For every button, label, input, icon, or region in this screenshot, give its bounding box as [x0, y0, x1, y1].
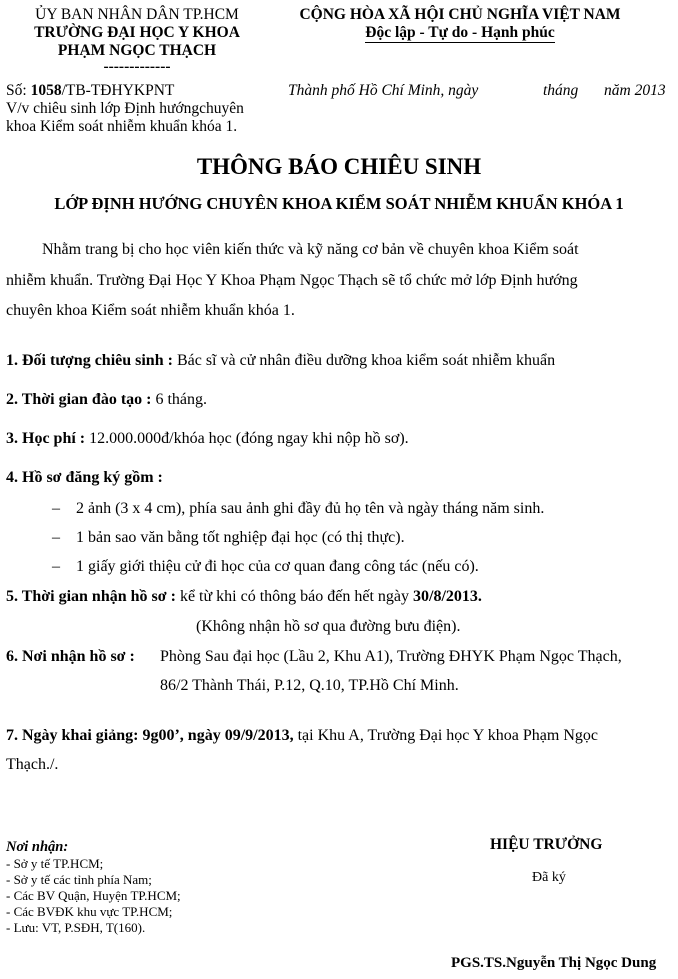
recipient-item: - Sở y tế các tỉnh phía Nam; — [6, 872, 152, 887]
recipient-item: - Lưu: VT, P.SĐH, T(160). — [6, 920, 146, 935]
item-1-label: 1. Đối tượng chiêu sinh : — [6, 352, 173, 369]
document-title: THÔNG BÁO CHIÊU SINH — [196, 154, 482, 179]
item-6-text-1: Phòng Sau đại học (Lầu 2, Khu A1), Trường ĐHYK Phạm Ngọc Thạch, — [160, 648, 622, 665]
intro-line-3: chuyên khoa Kiểm soát nhiễm khuẩn khóa 1. — [6, 302, 295, 319]
recipients-title: Nơi nhận: — [6, 839, 69, 855]
item-5 — [6, 584, 482, 610]
school-name-line1: TRƯỜNG ĐẠI HỌC Y KHOA — [34, 24, 240, 41]
item-4-label: 4. Hồ sơ đăng ký gồm : — [6, 469, 163, 486]
item-5-label: 5. Thời gian nhận hồ sơ : — [6, 588, 176, 605]
item-4-sub-2-text: 1 bản sao văn bằng tốt nghiệp đại học (có thị thực). — [76, 529, 405, 546]
recipients-block — [6, 838, 181, 936]
signer-name: PGS.TS.Nguyễn Thị Ngọc Dung — [451, 955, 657, 971]
item-4-sub-3-text: 1 giấy giới thiệu cử đi học của cơ quan đang công tác (nếu có). — [76, 558, 479, 575]
signature-title: HIỆU TRƯỞNG — [490, 836, 603, 853]
item-2-label: 2. Thời gian đào tạo : — [6, 391, 152, 408]
ref-code: /TB-TĐHYKPNT — [61, 82, 175, 99]
item-6-text-2: 86/2 Thành Thái, P.12, Q.10, TP.Hồ Chí Minh. — [160, 677, 459, 694]
item-6 — [6, 644, 135, 670]
subject-line-1: V/v chiêu sinh lớp Định hướngchuyên — [6, 100, 244, 117]
header-separator: ------------- — [103, 58, 171, 75]
date-year: năm 2013 — [604, 82, 666, 99]
item-3 — [6, 426, 409, 452]
reference-number — [6, 82, 244, 100]
item-7-text: tại Khu A, Trường Đại học Y khoa Phạm Ngọc — [297, 727, 598, 744]
date-month: tháng — [543, 82, 579, 99]
school-name-line2: PHẠM NGỌC THẠCH — [57, 42, 217, 59]
item-6-label: 6. Nơi nhận hồ sơ : — [6, 648, 135, 665]
item-7-text-2: Thạch./. — [6, 756, 59, 773]
item-7 — [6, 723, 598, 749]
item-2-text: 6 tháng. — [155, 391, 208, 408]
recipient-item: - Các BVĐK khu vực TP.HCM; — [6, 904, 173, 919]
motto-text: Độc lập - Tự do - Hạnh phúc — [365, 24, 555, 41]
item-4-sub-3: – 1 giấy giới thiệu cử đi học của cơ quan đang công tác (nếu có). — [52, 558, 479, 575]
item-1 — [6, 348, 555, 374]
recipient-item: - Sở y tế TP.HCM; — [6, 856, 104, 871]
place-text: Thành phố Hồ Chí Minh, ngày — [288, 82, 479, 99]
item-5-text: kể từ khi có thông báo đến hết ngày — [179, 588, 409, 605]
recipient-item: - Các BV Quận, Huyện TP.HCM; — [6, 888, 181, 903]
country-name: CỘNG HÒA XÃ HỘI CHỦ NGHĨA VIỆT NAM — [299, 6, 621, 23]
item-4-sub-1: – 2 ảnh (3 x 4 cm), phía sau ảnh ghi đầy đủ họ tên và ngày tháng năm sinh. — [52, 500, 545, 517]
item-7-label: 7. Ngày khai giảng: 9g00’, ngày 09/9/2013, — [6, 727, 294, 744]
signature-signed: Đã ký — [532, 870, 566, 885]
intro-line-2: nhiễm khuẩn. Trường Đại Học Y Khoa Phạm Ngọc Thạch sẽ tổ chức mở lớp Định hướng — [6, 272, 578, 289]
item-5-date: 30/8/2013. — [413, 588, 482, 605]
header-right — [282, 6, 638, 42]
ref-label: Số: — [6, 82, 27, 99]
item-5-note: (Không nhận hồ sơ qua đường bưu điện). — [196, 618, 461, 635]
item-4-sub-2: – 1 bản sao văn bằng tốt nghiệp đại học (có thị thực). — [52, 529, 405, 546]
subject-line-2: khoa Kiểm soát nhiễm khuẩn khóa 1. — [6, 118, 238, 135]
motto — [282, 24, 638, 42]
item-3-label: 3. Học phí : — [6, 430, 86, 447]
intro-line-1: Nhằm trang bị cho học viên kiến thức và kỹ năng cơ bản về chuyên khoa Kiểm soát — [42, 241, 579, 258]
header-left — [8, 6, 266, 74]
place-date — [288, 82, 478, 100]
agency-name: ỦY BAN NHÂN DÂN TP.HCM — [35, 6, 239, 23]
document-subtitle: LỚP ĐỊNH HƯỚNG CHUYÊN KHOA KIỂM SOÁT NHIỄM KHUẨN KHÓA 1 — [54, 194, 624, 213]
reference-block — [6, 82, 244, 136]
item-1-text: Bác sĩ và cử nhân điều dưỡng khoa kiểm soát nhiễm khuẩn — [176, 352, 556, 369]
ref-number: 1058 — [30, 82, 62, 99]
item-3-text: 12.000.000đ/khóa học (đóng ngay khi nộp hồ sơ). — [89, 430, 409, 447]
item-2 — [6, 387, 207, 413]
item-4-sub-1-text: 2 ảnh (3 x 4 cm), phía sau ảnh ghi đầy đủ họ tên và ngày tháng năm sinh. — [76, 500, 545, 517]
